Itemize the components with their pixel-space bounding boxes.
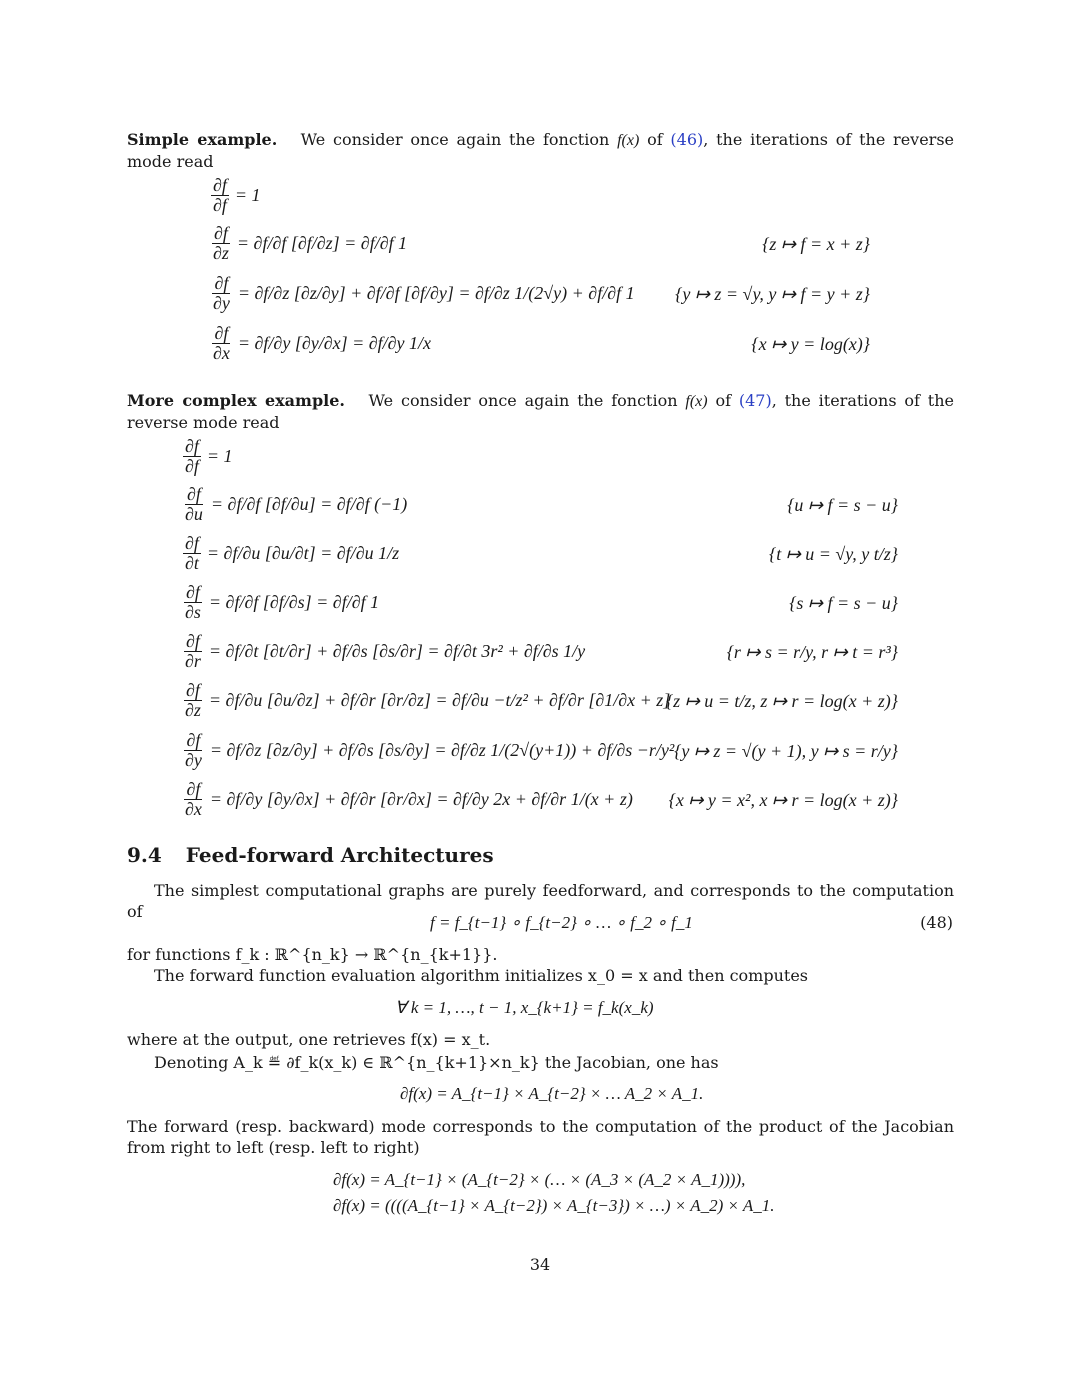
complex-example-heading: More complex example. bbox=[127, 391, 345, 410]
lhs-derivative: $\frac{\partial f}{\partial u}$ bbox=[185, 484, 203, 524]
simple-equation-row bbox=[209, 324, 431, 363]
step-annotation: {z ↦ f = x + z} bbox=[762, 234, 870, 254]
simple-equation-row bbox=[209, 274, 635, 313]
body-paragraph-5: Denoting A_k ≝ ∂f_k(x_k) ∈ ℝ^{n_{k+1}×n_k} the Jacobian, one has bbox=[154, 1053, 719, 1072]
lhs-derivative: $\frac{\partial f}{\partial f}$ bbox=[185, 436, 199, 476]
rhs-expression: = ∂f/∂f [∂f/∂s] = ∂f/∂f 1 bbox=[208, 592, 380, 612]
simple-example-heading: Simple example. bbox=[127, 130, 278, 149]
complex-equation-row bbox=[181, 780, 633, 819]
complex-equation-row bbox=[181, 534, 399, 573]
step-annotation: {u ↦ f = s − u} bbox=[787, 495, 898, 515]
step-annotation: {t ↦ u = √y, y t/z} bbox=[769, 544, 898, 564]
equation-backward-mode: ∂f(x) = ((((A_{t−1} × A_{t−2}) × A_{t−3}) × …) × A_2) × A_1. bbox=[333, 1196, 775, 1215]
lhs-derivative: $\frac{\partial f}{\partial x}$ bbox=[213, 323, 230, 363]
complex-equation-row bbox=[181, 437, 233, 476]
body-paragraph-4: where at the output, one retrieves f(x) = x_t. bbox=[127, 1030, 491, 1049]
simple-example-paragraph bbox=[127, 129, 954, 172]
lhs-derivative: $\frac{\partial f}{\partial s}$ bbox=[185, 582, 201, 622]
lhs-derivative: $\frac{\partial f}{\partial t}$ bbox=[185, 533, 199, 573]
page-number: 34 bbox=[529, 1255, 551, 1274]
simple-equation-row bbox=[209, 224, 407, 263]
complex-example-text-a: We consider once again the fonction bbox=[368, 391, 678, 410]
rhs-expression: = ∂f/∂u [∂u/∂t] = ∂f/∂u 1/z bbox=[206, 543, 400, 563]
body-paragraph-3: The forward function evaluation algorithm initializes x_0 = x and then computes bbox=[154, 966, 809, 985]
equation-ref-46[interactable]: (46) bbox=[670, 130, 704, 149]
complex-example-of: of bbox=[715, 391, 731, 410]
complex-equation-row bbox=[181, 681, 670, 720]
complex-example-fx: f(x) bbox=[685, 393, 708, 410]
lhs-derivative: $\frac{\partial f}{\partial z}$ bbox=[185, 680, 201, 720]
rhs-expression: = ∂f/∂f [∂f/∂z] = ∂f/∂f 1 bbox=[236, 233, 408, 253]
complex-equation-row bbox=[181, 583, 379, 622]
lhs-derivative: $\frac{\partial f}{\partial f}$ bbox=[213, 175, 227, 215]
section-number: 9.4 bbox=[127, 843, 162, 867]
step-annotation: {y ↦ z = √(y + 1), y ↦ s = r/y} bbox=[674, 741, 898, 761]
body-paragraph-1: The simplest computational graphs are purely feedforward, and corresponds to the computation of bbox=[127, 881, 954, 921]
step-annotation: {y ↦ z = √y, y ↦ f = y + z} bbox=[675, 284, 870, 304]
lhs-derivative: $\frac{\partial f}{\partial y}$ bbox=[185, 730, 202, 770]
rhs-expression: = ∂f/∂z [∂z/∂y] + ∂f/∂s [∂s/∂y] = ∂f/∂z 1/(2√(y+1)) + ∂f/∂s −r/y² bbox=[209, 740, 675, 760]
simple-example-text-a: We consider once again the fonction bbox=[300, 130, 610, 149]
lhs-derivative: $\frac{\partial f}{\partial y}$ bbox=[213, 273, 230, 313]
step-annotation: {r ↦ s = r/y, r ↦ t = r³} bbox=[726, 642, 898, 662]
step-annotation: {x ↦ y = log(x)} bbox=[751, 334, 870, 354]
step-annotation: {z ↦ u = t/z, z ↦ r = log(x + z)} bbox=[665, 691, 898, 711]
complex-equation-row bbox=[181, 731, 674, 770]
equation-48-number: (48) bbox=[920, 913, 953, 932]
section-title: Feed-forward Architectures bbox=[185, 843, 494, 867]
lhs-derivative: $\frac{\partial f}{\partial r}$ bbox=[185, 631, 201, 671]
step-annotation: {x ↦ y = x², x ↦ r = log(x + z)} bbox=[668, 790, 898, 810]
equation-iteration: ∀ k = 1, …, t − 1, x_{k+1} = f_k(x_k) bbox=[395, 998, 654, 1017]
rhs-expression: = ∂f/∂t [∂t/∂r] + ∂f/∂s [∂s/∂r] = ∂f/∂t 3r² + ∂f/∂s 1/y bbox=[208, 641, 586, 661]
lhs-derivative: $\frac{\partial f}{\partial x}$ bbox=[185, 779, 202, 819]
rhs-expression: = ∂f/∂z [∂z/∂y] + ∂f/∂f [∂f/∂y] = ∂f/∂z 1/(2√y) + ∂f/∂f 1 bbox=[237, 283, 635, 303]
complex-equation-row bbox=[181, 485, 407, 524]
body-paragraph-6: The forward (resp. backward) mode corresponds to the computation of the product of the Jacobian from right to left (resp. left to right) bbox=[127, 1117, 954, 1157]
rhs-expression: = ∂f/∂y [∂y/∂x] + ∂f/∂r [∂r/∂x] = ∂f/∂y 2x + ∂f/∂r 1/(x + z) bbox=[209, 789, 633, 809]
equation-jacobian: ∂f(x) = A_{t−1} × A_{t−2} × … A_2 × A_1. bbox=[400, 1084, 704, 1103]
simple-example-of: of bbox=[647, 130, 663, 149]
rhs-expression: = 1 bbox=[234, 185, 261, 205]
rhs-expression: = 1 bbox=[206, 446, 233, 466]
complex-equation-row bbox=[181, 632, 585, 671]
lhs-derivative: $\frac{\partial f}{\partial z}$ bbox=[213, 223, 229, 263]
equation-forward-mode: ∂f(x) = A_{t−1} × (A_{t−2} × (… × (A_3 × (A_2 × A_1)))), bbox=[333, 1170, 746, 1189]
simple-equation-row bbox=[209, 176, 261, 215]
body-paragraph-2: for functions f_k : ℝ^{n_k} → ℝ^{n_{k+1}}. bbox=[127, 945, 498, 964]
simple-example-text-b: , the iterations of the reverse mode read bbox=[127, 130, 955, 171]
rhs-expression: = ∂f/∂y [∂y/∂x] = ∂f/∂y 1/x bbox=[237, 333, 432, 353]
rhs-expression: = ∂f/∂u [∂u/∂z] + ∂f/∂r [∂r/∂z] = ∂f/∂u −t/z² + ∂f/∂r [∂1/∂x + z] bbox=[208, 690, 671, 710]
rhs-expression: = ∂f/∂f [∂f/∂u] = ∂f/∂f (−1) bbox=[210, 494, 408, 514]
complex-example-paragraph bbox=[127, 390, 954, 433]
equation-ref-47[interactable]: (47) bbox=[738, 391, 772, 410]
section-heading bbox=[127, 843, 494, 867]
equation-48: f = f_{t−1} ∘ f_{t−2} ∘ … ∘ f_2 ∘ f_1 bbox=[430, 913, 693, 932]
step-annotation: {s ↦ f = s − u} bbox=[789, 593, 898, 613]
simple-example-fx: f(x) bbox=[617, 132, 640, 149]
complex-example-text-b: , the iterations of the reverse mode read bbox=[127, 391, 954, 432]
